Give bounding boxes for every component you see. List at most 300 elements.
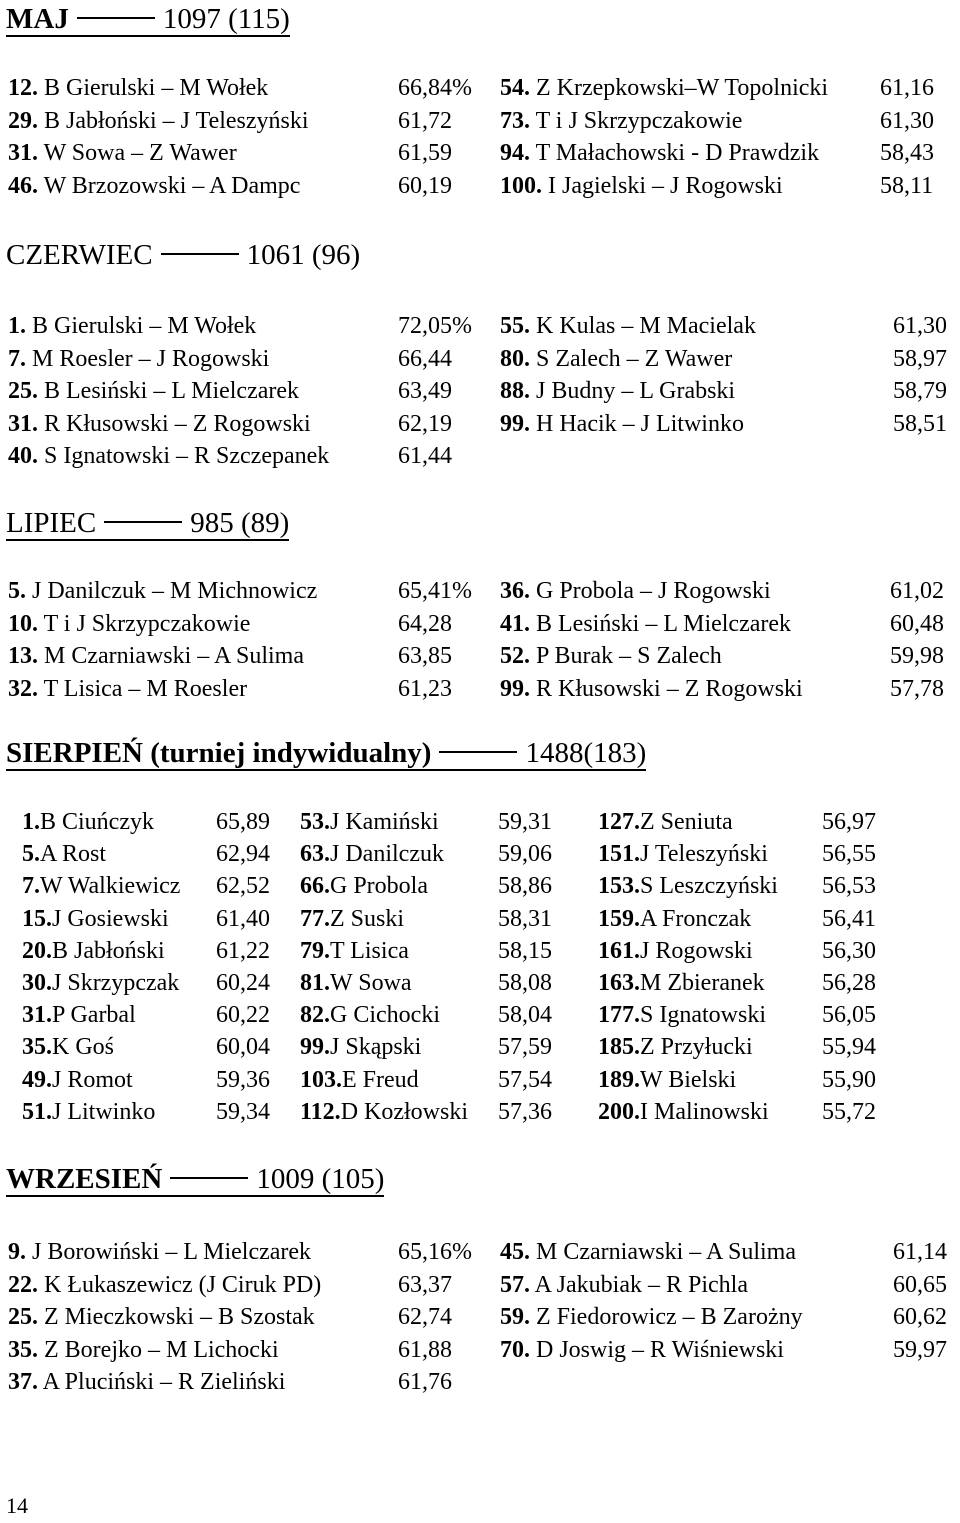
score: 66,44 bbox=[398, 345, 452, 372]
player-names: M Zbieranek bbox=[640, 970, 765, 996]
entry-col-1 bbox=[8, 343, 269, 375]
entry-col-2 bbox=[300, 1031, 421, 1063]
entry-col-2 bbox=[300, 838, 444, 870]
place-number: 37. bbox=[8, 1369, 38, 1395]
place-number: 59. bbox=[500, 1304, 530, 1330]
score: 60,19 bbox=[398, 172, 452, 199]
month-name: LIPIEC bbox=[6, 507, 97, 539]
entry-col-2 bbox=[300, 967, 412, 999]
place-number: 112. bbox=[300, 1098, 341, 1125]
entry-col-2 bbox=[500, 1269, 748, 1301]
player-names: J Litwinko bbox=[52, 1098, 156, 1125]
entry-col-2 bbox=[300, 1096, 468, 1128]
player-names: M Czarniawski – A Sulima bbox=[530, 1239, 796, 1265]
place-number: 163. bbox=[598, 970, 640, 996]
place-number: 79. bbox=[300, 937, 330, 964]
score: 60,22 bbox=[216, 1002, 270, 1029]
player-names: J Danilczuk – M Michnowicz bbox=[26, 578, 318, 604]
score: 59,97 bbox=[893, 1336, 947, 1363]
month-name: WRZESIEŃ bbox=[6, 1163, 163, 1195]
entry-col-2 bbox=[500, 170, 783, 202]
place-number: 57. bbox=[500, 1271, 530, 1298]
score: 57,54 bbox=[498, 1066, 552, 1093]
entry-col-1 bbox=[22, 1031, 114, 1063]
player-names: G Probola bbox=[330, 873, 428, 900]
result-row bbox=[0, 310, 960, 342]
score: 65,89 bbox=[216, 809, 270, 835]
player-names: T Lisica – M Roesler bbox=[38, 675, 248, 702]
score: 64,28 bbox=[398, 610, 452, 637]
score: 56,05 bbox=[822, 1002, 876, 1029]
player-names: J Kamiński bbox=[330, 809, 439, 835]
place-number: 5. bbox=[22, 841, 40, 868]
place-number: 32. bbox=[8, 675, 38, 702]
place-number: 94. bbox=[500, 140, 530, 166]
player-names: P Garbal bbox=[52, 1002, 136, 1029]
entry-col-1 bbox=[22, 967, 179, 999]
entry-col-3 bbox=[598, 838, 768, 870]
score: 58,11 bbox=[880, 172, 934, 199]
player-names: Z Mieczkowski – B Szostak bbox=[38, 1304, 315, 1330]
result-row bbox=[0, 999, 960, 1031]
score: 56,30 bbox=[822, 937, 876, 964]
entry-col-3 bbox=[598, 935, 753, 967]
score: 72,05% bbox=[398, 313, 472, 339]
result-row bbox=[0, 967, 960, 999]
place-number: 41. bbox=[500, 610, 530, 637]
score: 61,30 bbox=[893, 313, 947, 339]
entry-col-2 bbox=[300, 1064, 419, 1096]
score: 63,49 bbox=[398, 378, 452, 404]
player-names: W Bielski bbox=[640, 1066, 737, 1093]
score: 61,40 bbox=[216, 905, 270, 932]
player-names: D Joswig – R Wiśniewski bbox=[530, 1336, 784, 1363]
entry-col-1 bbox=[22, 870, 180, 902]
place-number: 29. bbox=[8, 107, 38, 134]
result-row bbox=[0, 1301, 960, 1333]
score: 59,98 bbox=[890, 643, 944, 669]
place-number: 185. bbox=[598, 1034, 640, 1061]
result-row bbox=[0, 343, 960, 375]
player-names: Z Przyłucki bbox=[640, 1034, 753, 1061]
score: 55,94 bbox=[822, 1034, 876, 1061]
player-names: T i J Skrzypczakowie bbox=[38, 610, 251, 637]
player-names: R Kłusowski – Z Rogowski bbox=[38, 410, 311, 437]
place-number: 80. bbox=[500, 345, 530, 372]
entry-col-1 bbox=[22, 999, 136, 1031]
result-row bbox=[0, 575, 960, 607]
place-number: 99. bbox=[500, 675, 530, 702]
score: 58,79 bbox=[893, 378, 947, 404]
section-heading-maj bbox=[6, 2, 290, 37]
result-row bbox=[0, 608, 960, 640]
player-names: B Jabłoński – J Teleszyński bbox=[38, 107, 309, 134]
place-number: 20. bbox=[22, 937, 52, 964]
score: 58,04 bbox=[498, 1002, 552, 1029]
place-number: 81. bbox=[300, 970, 330, 996]
section-heading-wrzesien bbox=[6, 1162, 384, 1197]
entry-col-1 bbox=[22, 903, 169, 935]
entry-col-1 bbox=[8, 1301, 315, 1333]
player-names: Z Suski bbox=[330, 905, 405, 932]
player-names: S Ignatowski bbox=[640, 1002, 766, 1029]
entry-col-3 bbox=[598, 967, 765, 999]
result-row bbox=[0, 72, 960, 104]
entry-col-1 bbox=[8, 72, 268, 104]
month-summary: 1009 (105) bbox=[256, 1163, 385, 1195]
place-number: 100. bbox=[500, 172, 542, 199]
entry-col-1 bbox=[22, 1064, 133, 1096]
place-number: 36. bbox=[500, 578, 530, 604]
result-row bbox=[0, 935, 960, 967]
score: 58,43 bbox=[880, 140, 934, 166]
result-row bbox=[0, 1366, 960, 1398]
player-names: A Pluciński – R Zieliński bbox=[38, 1369, 286, 1395]
player-names: Z Krzepkowski–W Topolnicki bbox=[530, 75, 829, 101]
entry-col-1 bbox=[22, 806, 154, 838]
result-row bbox=[0, 870, 960, 902]
place-number: 51. bbox=[22, 1098, 52, 1125]
entry-col-1 bbox=[8, 137, 237, 169]
result-row bbox=[0, 806, 960, 838]
place-number: 5. bbox=[8, 578, 26, 604]
player-names: P Burak – S Zalech bbox=[530, 643, 722, 669]
place-number: 73. bbox=[500, 107, 530, 134]
place-number: 1. bbox=[22, 809, 40, 835]
place-number: 25. bbox=[8, 1304, 38, 1330]
player-names: K Kulas – M Macielak bbox=[530, 313, 756, 339]
player-names: J Skrzypczak bbox=[52, 970, 180, 996]
score: 59,34 bbox=[216, 1098, 270, 1125]
month-summary: 1097 (115) bbox=[162, 3, 290, 35]
entry-col-2 bbox=[500, 673, 803, 705]
player-names: R Kłusowski – Z Rogowski bbox=[530, 675, 803, 702]
score: 65,16% bbox=[398, 1239, 472, 1265]
score: 63,85 bbox=[398, 643, 452, 669]
player-names: S Ignatowski – R Szczepanek bbox=[38, 443, 330, 469]
entry-col-1 bbox=[22, 935, 165, 967]
score: 60,24 bbox=[216, 970, 270, 996]
score: 56,41 bbox=[822, 905, 876, 932]
entry-col-2 bbox=[500, 640, 722, 672]
entry-col-3 bbox=[598, 903, 751, 935]
place-number: 35. bbox=[22, 1034, 52, 1061]
entry-col-1 bbox=[8, 640, 304, 672]
place-number: 153. bbox=[598, 873, 640, 900]
entry-col-3 bbox=[598, 1064, 736, 1096]
place-number: 151. bbox=[598, 841, 640, 868]
player-names: J Rogowski bbox=[640, 937, 753, 964]
entry-col-2 bbox=[500, 575, 771, 607]
result-row bbox=[0, 408, 960, 440]
entry-col-2 bbox=[300, 806, 439, 838]
player-names: M Czarniawski – A Sulima bbox=[38, 643, 304, 669]
place-number: 200. bbox=[598, 1098, 640, 1125]
place-number: 31. bbox=[8, 410, 38, 437]
score: 62,94 bbox=[216, 841, 270, 868]
entry-col-2 bbox=[500, 375, 735, 407]
score: 61,02 bbox=[890, 578, 944, 604]
player-names: D Kozłowski bbox=[340, 1098, 469, 1125]
score: 61,14 bbox=[893, 1239, 947, 1265]
player-names: K Goś bbox=[52, 1034, 115, 1061]
score: 61,72 bbox=[398, 107, 452, 134]
entry-col-2 bbox=[300, 870, 428, 902]
entry-col-2 bbox=[300, 903, 404, 935]
player-names: E Freud bbox=[342, 1066, 419, 1093]
place-number: 53. bbox=[300, 809, 330, 835]
score: 63,37 bbox=[398, 1271, 452, 1298]
place-number: 46. bbox=[8, 172, 38, 199]
result-row bbox=[0, 440, 960, 472]
score: 58,86 bbox=[498, 873, 552, 900]
score: 57,36 bbox=[498, 1098, 552, 1125]
score: 61,76 bbox=[398, 1369, 452, 1395]
month-summary: 985 (89) bbox=[190, 507, 290, 539]
section-heading-czerwiec bbox=[6, 238, 360, 272]
entry-col-1 bbox=[22, 838, 106, 870]
score: 56,55 bbox=[822, 841, 876, 868]
score: 65,41% bbox=[398, 578, 472, 604]
place-number: 31. bbox=[8, 140, 38, 166]
player-names: S Leszczyński bbox=[640, 873, 778, 900]
player-names: J Teleszyński bbox=[640, 841, 768, 868]
place-number: 30. bbox=[22, 970, 52, 996]
result-row bbox=[0, 640, 960, 672]
score: 58,97 bbox=[893, 345, 947, 372]
score: 60,48 bbox=[890, 610, 944, 637]
entry-col-2 bbox=[500, 1236, 796, 1268]
score: 58,15 bbox=[498, 937, 552, 964]
score: 61,30 bbox=[880, 107, 934, 134]
result-row bbox=[0, 1334, 960, 1366]
place-number: 10. bbox=[8, 610, 38, 637]
score: 61,16 bbox=[880, 75, 934, 101]
place-number: 7. bbox=[8, 345, 26, 372]
place-number: 99. bbox=[500, 410, 530, 437]
month-name: SIERPIEŃ (turniej indywidualny) bbox=[6, 737, 432, 769]
entry-col-2 bbox=[500, 1301, 803, 1333]
player-names: J Borowiński – L Mielczarek bbox=[26, 1239, 312, 1265]
entry-col-3 bbox=[598, 1096, 769, 1128]
score: 61,88 bbox=[398, 1336, 452, 1363]
player-names: B Lesiński – L Mielczarek bbox=[38, 378, 300, 404]
entry-col-1 bbox=[8, 1366, 285, 1398]
entry-col-2 bbox=[500, 343, 732, 375]
result-row bbox=[0, 1031, 960, 1063]
entry-col-2 bbox=[300, 935, 409, 967]
place-number: 66. bbox=[300, 873, 330, 900]
player-names: S Zalech – Z Wawer bbox=[530, 345, 733, 372]
entry-col-1 bbox=[8, 408, 311, 440]
score: 60,65 bbox=[893, 1271, 947, 1298]
entry-col-3 bbox=[598, 999, 766, 1031]
entry-col-2 bbox=[300, 999, 440, 1031]
entry-col-3 bbox=[598, 806, 733, 838]
score: 59,31 bbox=[498, 809, 552, 835]
player-names: B Gierulski – M Wołek bbox=[26, 313, 257, 339]
player-names: H Hacik – J Litwinko bbox=[530, 410, 744, 437]
score: 57,78 bbox=[890, 675, 944, 702]
player-names: W Brzozowski – A Dampc bbox=[38, 172, 301, 199]
entry-col-2 bbox=[500, 310, 756, 342]
score: 58,08 bbox=[498, 970, 552, 996]
score: 61,22 bbox=[216, 937, 270, 964]
player-names: W Sowa bbox=[330, 970, 412, 996]
place-number: 7. bbox=[22, 873, 40, 900]
place-number: 63. bbox=[300, 841, 330, 868]
entry-col-1 bbox=[22, 1096, 155, 1128]
score: 59,06 bbox=[498, 841, 552, 868]
place-number: 70. bbox=[500, 1336, 530, 1363]
player-names: W Sowa – Z Wawer bbox=[38, 140, 237, 166]
entry-col-2 bbox=[500, 1334, 784, 1366]
entry-col-1 bbox=[8, 440, 329, 472]
player-names: G Cichocki bbox=[330, 1002, 440, 1029]
score: 61,44 bbox=[398, 443, 452, 469]
place-number: 103. bbox=[300, 1066, 342, 1093]
entry-col-2 bbox=[500, 72, 828, 104]
month-summary: 1488(183) bbox=[525, 737, 647, 769]
entry-col-2 bbox=[500, 608, 791, 640]
player-names: T Lisica bbox=[330, 937, 409, 964]
player-names: J Romot bbox=[52, 1066, 133, 1093]
player-names: G Probola – J Rogowski bbox=[530, 578, 771, 604]
page-number: 14 bbox=[6, 1493, 28, 1518]
score: 59,36 bbox=[216, 1066, 270, 1093]
score: 60,04 bbox=[216, 1034, 270, 1061]
entry-col-1 bbox=[8, 375, 299, 407]
place-number: 99. bbox=[300, 1034, 330, 1061]
player-names: T i J Skrzypczakowie bbox=[530, 107, 743, 134]
place-number: 82. bbox=[300, 1002, 330, 1029]
result-row bbox=[0, 105, 960, 137]
place-number: 45. bbox=[500, 1239, 530, 1265]
place-number: 77. bbox=[300, 905, 330, 932]
place-number: 189. bbox=[598, 1066, 640, 1093]
entry-col-1 bbox=[8, 1236, 311, 1268]
entry-col-1 bbox=[8, 1334, 279, 1366]
place-number: 35. bbox=[8, 1336, 38, 1363]
result-row bbox=[0, 137, 960, 169]
player-names: J Budny – L Grabski bbox=[530, 378, 736, 404]
entry-col-1 bbox=[8, 310, 256, 342]
score: 55,72 bbox=[822, 1098, 876, 1125]
place-number: 12. bbox=[8, 75, 38, 101]
result-row bbox=[0, 1236, 960, 1268]
player-names: A Rost bbox=[40, 841, 107, 868]
section-heading-sierpien bbox=[6, 736, 646, 771]
score: 66,84% bbox=[398, 75, 472, 101]
result-row bbox=[0, 1096, 960, 1128]
player-names: Z Seniuta bbox=[640, 809, 733, 835]
place-number: 31. bbox=[22, 1002, 52, 1029]
score: 56,28 bbox=[822, 970, 876, 996]
player-names: B Ciuńczyk bbox=[40, 809, 154, 835]
score: 62,74 bbox=[398, 1304, 452, 1330]
player-names: Z Borejko – M Lichocki bbox=[38, 1336, 279, 1363]
place-number: 161. bbox=[598, 937, 640, 964]
player-names: T Małachowski - D Prawdzik bbox=[530, 140, 820, 166]
player-names: I Jagielski – J Rogowski bbox=[542, 172, 783, 199]
place-number: 15. bbox=[22, 905, 52, 932]
place-number: 13. bbox=[8, 643, 38, 669]
place-number: 9. bbox=[8, 1239, 26, 1265]
score: 62,52 bbox=[216, 873, 270, 900]
result-row bbox=[0, 375, 960, 407]
result-row bbox=[0, 170, 960, 202]
place-number: 52. bbox=[500, 643, 530, 669]
entry-col-1 bbox=[8, 575, 317, 607]
player-names: A Jakubiak – R Pichla bbox=[530, 1271, 748, 1298]
player-names: J Danilczuk bbox=[330, 841, 444, 868]
entry-col-1 bbox=[8, 608, 250, 640]
player-names: B Lesiński – L Mielczarek bbox=[530, 610, 792, 637]
entry-col-1 bbox=[8, 170, 300, 202]
place-number: 22. bbox=[8, 1271, 38, 1298]
entry-col-2 bbox=[500, 408, 744, 440]
score: 55,90 bbox=[822, 1066, 876, 1093]
section-heading-lipiec bbox=[6, 506, 289, 541]
player-names: M Roesler – J Rogowski bbox=[26, 345, 270, 372]
result-row bbox=[0, 1064, 960, 1096]
place-number: 49. bbox=[22, 1066, 52, 1093]
entry-col-2 bbox=[500, 105, 742, 137]
entry-col-1 bbox=[8, 105, 309, 137]
player-names: J Gosiewski bbox=[52, 905, 169, 932]
place-number: 25. bbox=[8, 378, 38, 404]
month-name: MAJ bbox=[6, 3, 69, 35]
player-names: K Łukaszewicz (J Ciruk PD) bbox=[38, 1271, 322, 1298]
score: 61,23 bbox=[398, 675, 452, 702]
entry-col-1 bbox=[8, 673, 247, 705]
place-number: 54. bbox=[500, 75, 530, 101]
player-names: I Malinowski bbox=[640, 1098, 769, 1125]
entry-col-3 bbox=[598, 870, 778, 902]
score: 60,62 bbox=[893, 1304, 947, 1330]
result-row bbox=[0, 903, 960, 935]
result-row bbox=[0, 838, 960, 870]
score: 56,53 bbox=[822, 873, 876, 900]
score: 61,59 bbox=[398, 140, 452, 166]
score: 57,59 bbox=[498, 1034, 552, 1061]
result-row bbox=[0, 1269, 960, 1301]
month-summary: 1061 (96) bbox=[246, 239, 361, 271]
place-number: 40. bbox=[8, 443, 38, 469]
score: 56,97 bbox=[822, 809, 876, 835]
score: 58,51 bbox=[893, 410, 947, 437]
entry-col-2 bbox=[500, 137, 819, 169]
player-names: B Gierulski – M Wołek bbox=[38, 75, 269, 101]
player-names: Z Fiedorowicz – B Zarożny bbox=[530, 1304, 803, 1330]
player-names: B Jabłoński bbox=[52, 937, 165, 964]
place-number: 127. bbox=[598, 809, 640, 835]
place-number: 55. bbox=[500, 313, 530, 339]
place-number: 1. bbox=[8, 313, 26, 339]
entry-col-3 bbox=[598, 1031, 753, 1063]
entry-col-1 bbox=[8, 1269, 321, 1301]
place-number: 88. bbox=[500, 378, 530, 404]
score: 62,19 bbox=[398, 410, 452, 437]
player-names: J Skąpski bbox=[330, 1034, 422, 1061]
place-number: 177. bbox=[598, 1002, 640, 1029]
month-name: CZERWIEC bbox=[6, 239, 153, 271]
player-names: A Fronczak bbox=[640, 905, 752, 932]
place-number: 159. bbox=[598, 905, 640, 932]
score: 58,31 bbox=[498, 905, 552, 932]
player-names: W Walkiewicz bbox=[40, 873, 181, 900]
result-row bbox=[0, 673, 960, 705]
